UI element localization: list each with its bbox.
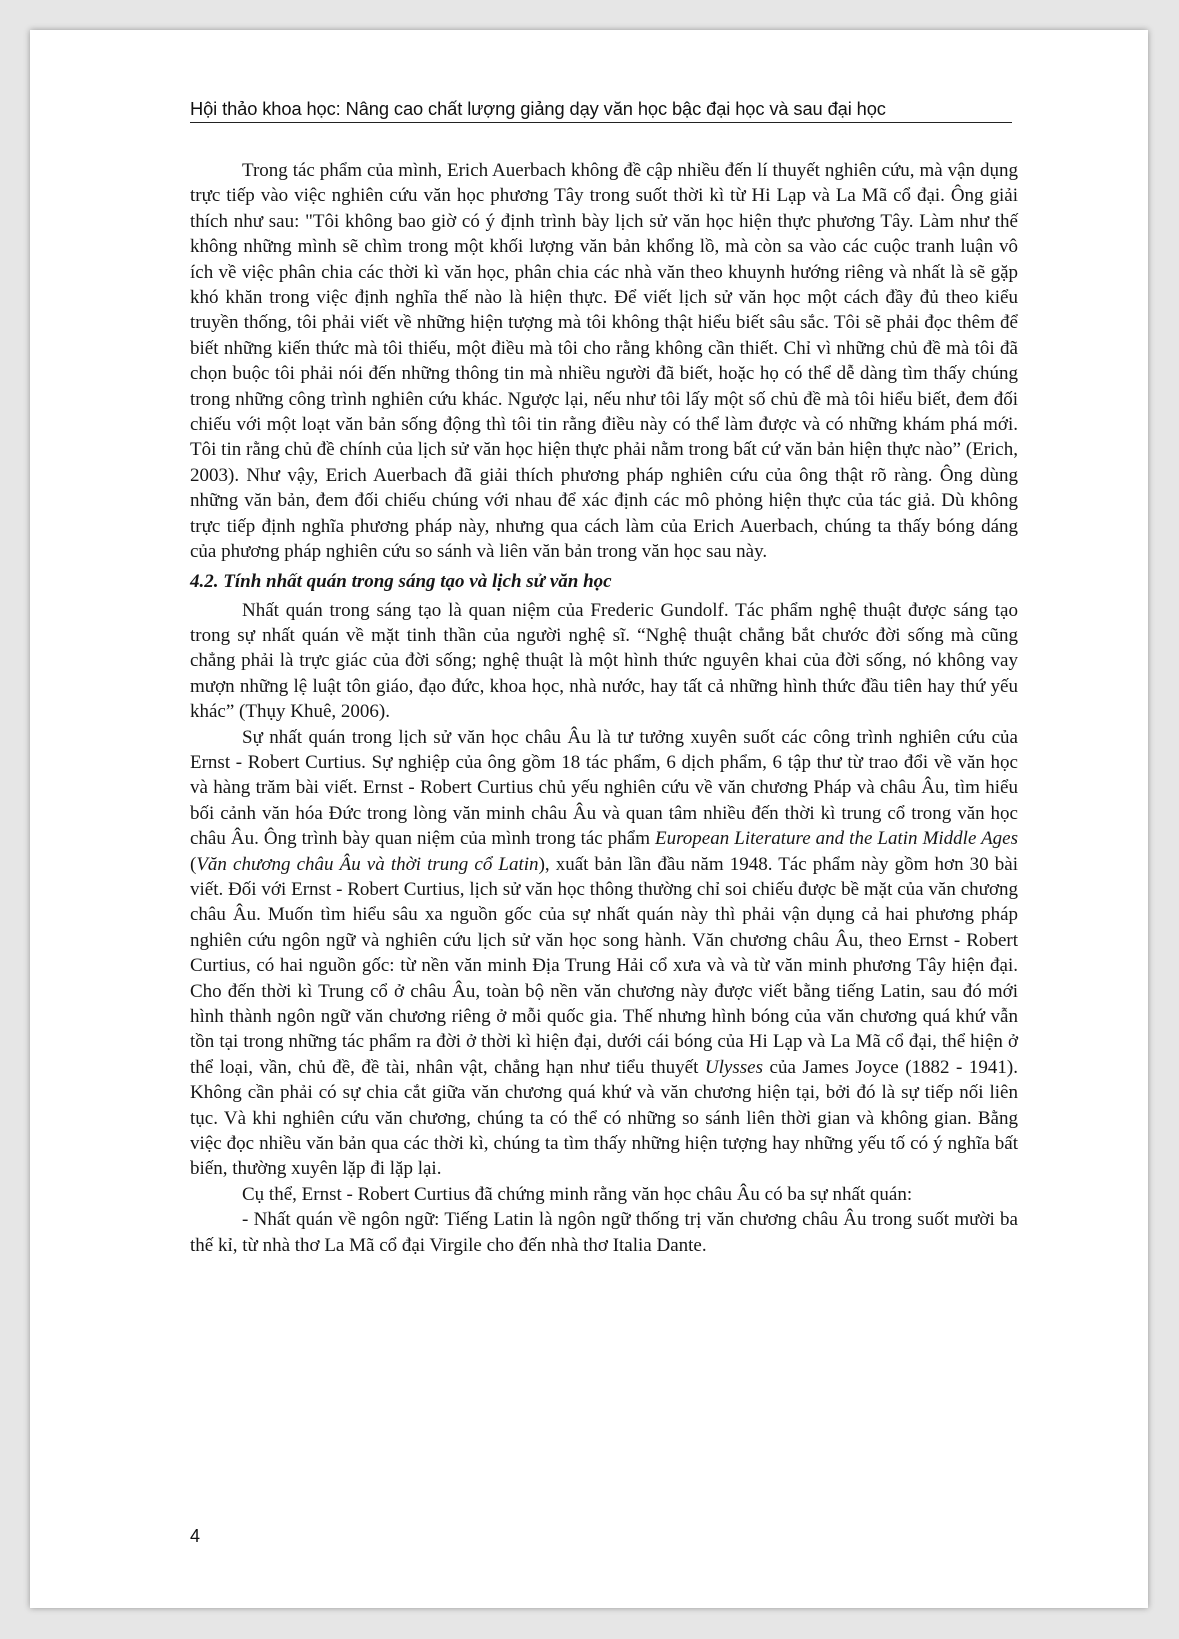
running-header: Hội thảo khoa học: Nâng cao chất lượng giảng dạy văn học bậc đại học và sau đại học bbox=[190, 98, 1012, 123]
book-title-english: European Literature and the Latin Middle Ages bbox=[655, 828, 1019, 850]
paragraph-text: Sự nhất quán trong lịch sử văn học châu Âu là tư tưởng xuyên suốt các công trình nghiên cứu của Ernst - Robert Curtius. Sự nghiệp của ông gồm 18 tác phẩm, 6 dịch phẩm, 6 tập thư từ trao đổi về văn học và hàng trăm bài viết. Ernst - Robert Curtius chủ yếu nghiên cứu về văn chương Pháp và châu Âu, tìm hiểu bối cảnh văn hóa Đức trong lòng văn minh châu Âu và quan tâm nhiều đến thời kì trung cổ trong văn học châu Âu. Ông trình bày quan niệm của mình trong tác phẩm bbox=[190, 726, 1018, 850]
document-body bbox=[190, 158, 1018, 1258]
paragraph-three-consistencies: Cụ thể, Ernst - Robert Curtius đã chứng minh rằng văn học châu Âu có ba sự nhất quán: bbox=[242, 1183, 913, 1205]
section-heading: 4.2. Tính nhất quán trong sáng tạo và lịch sử văn học bbox=[190, 570, 612, 592]
paragraph-text: ), xuất bản lần đầu năm 1948. Tác phẩm này gồm hơn 30 bài viết. Đối với Ernst - Robert Curtius, lịch sử văn học thông thường chỉ soi chiếu được bề mặt của văn chương châu Âu. Muốn tìm hiểu sâu xa nguồn gốc của sự nhất quán này thì phải vận dụng cả hai phương pháp nghiên cứu ngôn ngữ và nghiên cứu lịch sử văn học song hành. Văn chương châu Âu, theo Ernst - Robert Curtius, có hai nguồn gốc: từ nền văn minh Địa Trung Hải cổ xưa và và từ văn minh phương Tây hiện đại. Cho đến thời kì Trung cổ ở châu Âu, toàn bộ nền văn chương này được viết bằng tiếng Latin, sau đó mới hình thành ngôn ngữ văn chương riêng ở mỗi quốc gia. Thế nhưng hình bóng của văn chương quá khứ vẫn tồn tại trong những tác phẩm ra đời ở thời kì hiện đại, dưới cái bóng của Hi Lạp và La Mã cổ đại, thể hiện ở thể loại, vần, chủ đề, đề tài, nhân vật, chẳng hạn như tiểu thuyết bbox=[190, 853, 1018, 1078]
page-number: 4 bbox=[190, 1526, 201, 1546]
book-title-vietnamese: Văn chương châu Âu và thời trung cổ Latin bbox=[196, 853, 539, 875]
paragraph-gundolf: Nhất quán trong sáng tạo là quan niệm của Frederic Gundolf. Tác phẩm nghệ thuật được sáng tạo trong sự nhất quán về mặt tinh thần của người nghệ sĩ. “Nghệ thuật chẳng bắt chước đời sống mà cũng chẳng phải là trực giác của đời sống; nghệ thuật là một hình thức nguyên khai của đời sống, nó không vay mượn những lệ luật tôn giáo, đạo đức, khoa học, nhà nước, hay tất cả những hình thức đầu tiên hay thứ yếu khác” (Thụy Khuê, 2006). bbox=[190, 599, 1018, 723]
paragraph-text: ( bbox=[190, 853, 197, 875]
paragraph-curtius bbox=[190, 725, 1018, 1182]
document-page bbox=[30, 30, 1148, 1608]
paragraph-auerbach: Trong tác phẩm của mình, Erich Auerbach không đề cập nhiều đến lí thuyết nghiên cứu, mà vận dụng trực tiếp vào việc nghiên cứu văn học phương Tây trong suốt thời kì từ Hi Lạp và La Mã cổ đại. Ông giải thích như sau: "Tôi không bao giờ có ý định trình bày lịch sử văn học hiện thực phương Tây. Làm như thế không những mình sẽ chìm trong một khối lượng văn bản khổng lồ, mà còn sa vào các cuộc tranh luận vô ích về việc phân chia các thời kì văn học, phân chia các nhà văn theo khuynh hướng riêng và nhất là sẽ gặp khó khăn trong việc định nghĩa thế nào là hiện thực. Để viết lịch sử văn học một cách đầy đủ theo kiểu truyền thống, tôi phải viết về những hiện tượng mà tôi không thật hiểu biết sâu sắc. Tôi sẽ phải đọc thêm để biết những kiến thức mà tôi thiếu, một điều mà tôi cho rằng không cần thiết. Chỉ vì những chủ đề mà tôi đã chọn buộc tôi phải nói đến những thông tin mà nhiều người đã biết, hoặc họ có thể dễ dàng tìm thấy chúng trong những công trình nghiên cứu khác. Ngược lại, nếu như tôi lấy một số chủ đề mà tôi hiểu biết, đem đối chiếu với một loạt văn bản sống động thì tôi tin rằng điều này có thể làm được và có những khám phá mới. Tôi tin rằng chủ đề chính của lịch sử văn học hiện thực phải nằm trong bất cứ văn bản hiện thực nào” (Erich, 2003). Như vậy, Erich Auerbach đã giải thích phương pháp nghiên cứu của ông thật rõ ràng. Ông dùng những văn bản, đem đối chiếu chúng với nhau để xác định các mô phỏng hiện thực của tác giả. Dù không trực tiếp định nghĩa phương pháp này, nhưng qua cách làm của Erich Auerbach, chúng ta thấy bóng dáng của phương pháp nghiên cứu so sánh và liên văn bản trong văn học sau này. bbox=[190, 160, 1018, 563]
paragraph-text: của James Joyce (1882 - 1941). Không cần phải có sự chia cắt giữa văn chương quá khứ và văn chương hiện tại, bởi đó là sự tiếp nối liên tục. Và khi nghiên cứu văn chương, chúng ta có thể có những so sánh liên thời gian và không gian. Bằng việc đọc nhiều văn bản qua các thời kì, chúng ta tìm thấy những hiện tượng hay những yếu tố có ý nghĩa bất biến, thường xuyên lặp đi lặp lại. bbox=[190, 1056, 1018, 1180]
book-title-ulysses: Ulysses bbox=[704, 1056, 763, 1078]
paragraph-language-consistency: - Nhất quán về ngôn ngữ: Tiếng Latin là ngôn ngữ thống trị văn chương châu Âu trong suốt mười ba thế kỉ, từ nhà thơ La Mã cổ đại Virgile cho đến nhà thơ Italia Dante. bbox=[190, 1209, 1018, 1256]
